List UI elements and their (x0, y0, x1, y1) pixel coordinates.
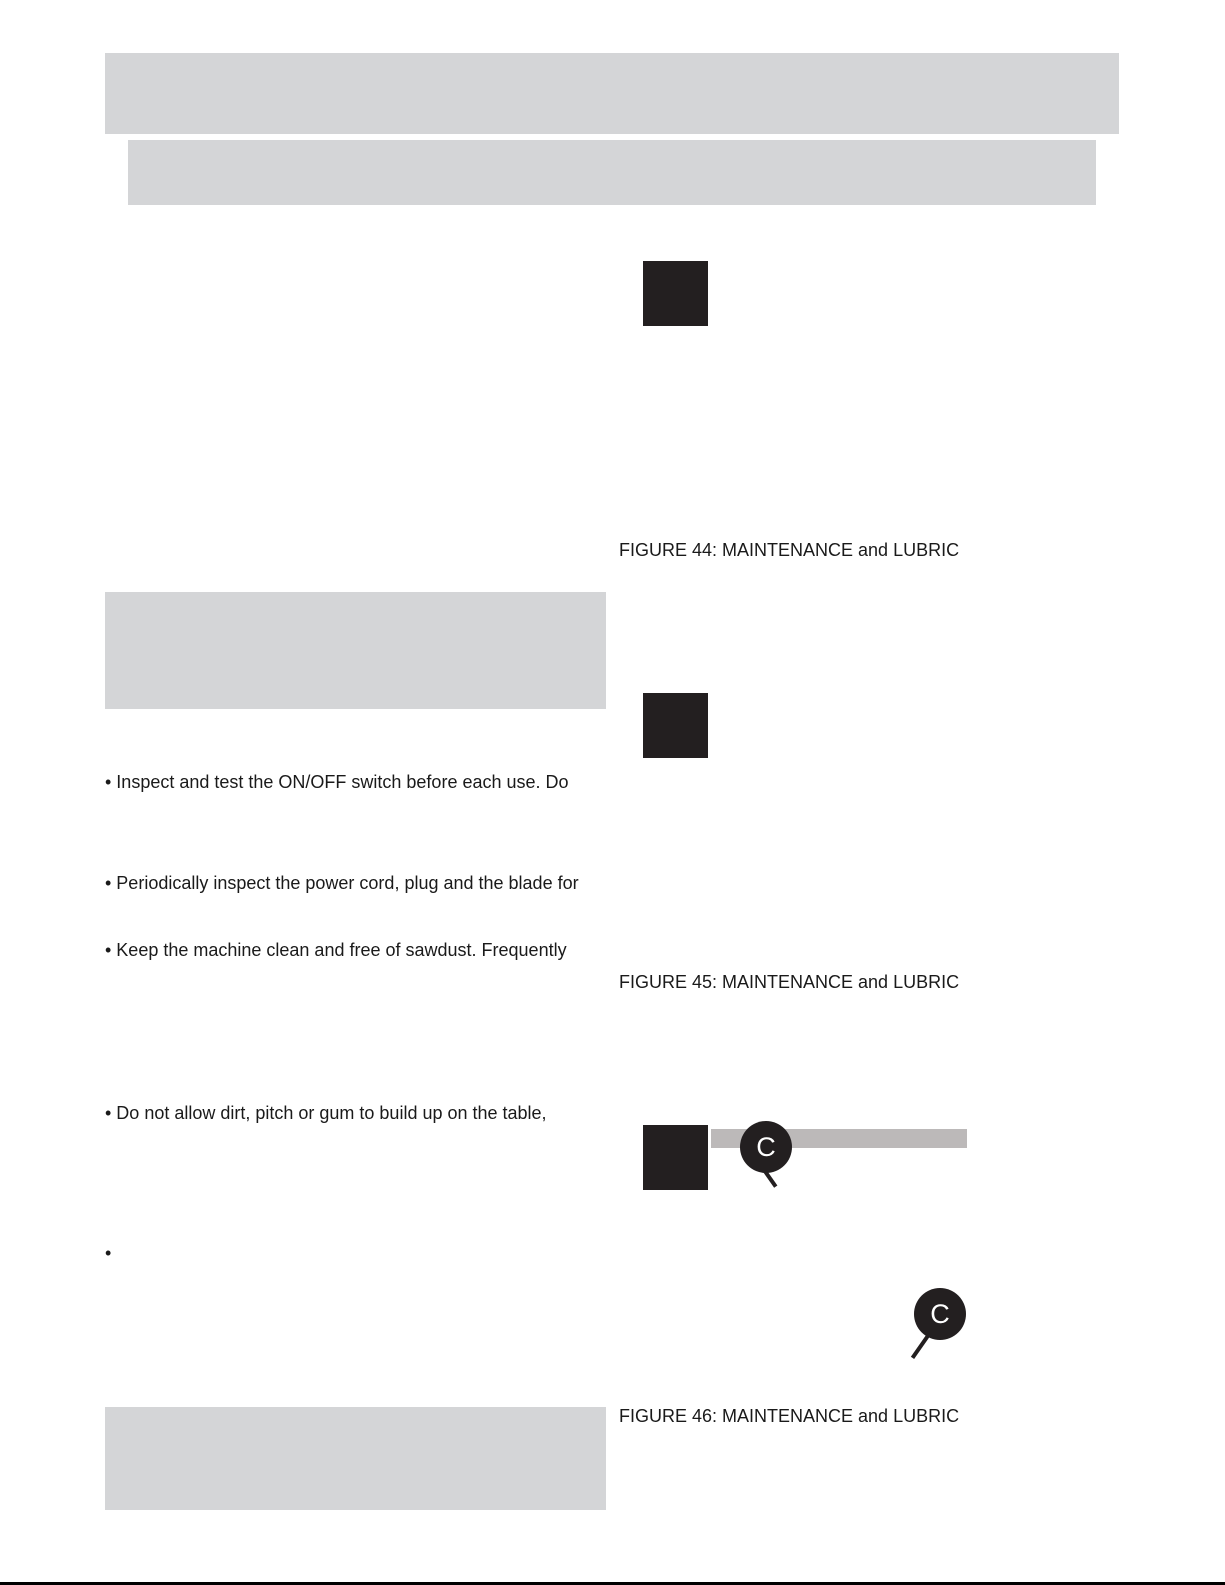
section-heading-band-bottom (105, 1407, 606, 1510)
bullet-clean: • Keep the machine clean and free of sawdust. Frequently (105, 940, 567, 960)
subheader-band (128, 140, 1096, 205)
bullet-switch: • Inspect and test the ON/OFF switch before each use. Do (105, 772, 569, 792)
header-band (105, 53, 1119, 134)
bullet-power-cord: • Periodically inspect the power cord, plug and the blade for (105, 873, 579, 893)
figure-44-image (643, 261, 708, 326)
figure-46-caption: FIGURE 46: MAINTENANCE and LUBRIC (619, 1406, 960, 1426)
figure-46-image (643, 1125, 708, 1190)
figure-44-caption: FIGURE 44: MAINTENANCE and LUBRIC (619, 540, 960, 560)
figure-45-image (643, 693, 708, 758)
callout-label: C (740, 1121, 792, 1173)
bullet-empty: • (105, 1243, 112, 1263)
callout-label: C (914, 1288, 966, 1340)
section-heading-band (105, 592, 606, 709)
bullet-dirt-pitch: • Do not allow dirt, pitch or gum to build up on the table, (105, 1103, 547, 1123)
figure-45-caption: FIGURE 45: MAINTENANCE and LUBRIC (619, 972, 960, 992)
